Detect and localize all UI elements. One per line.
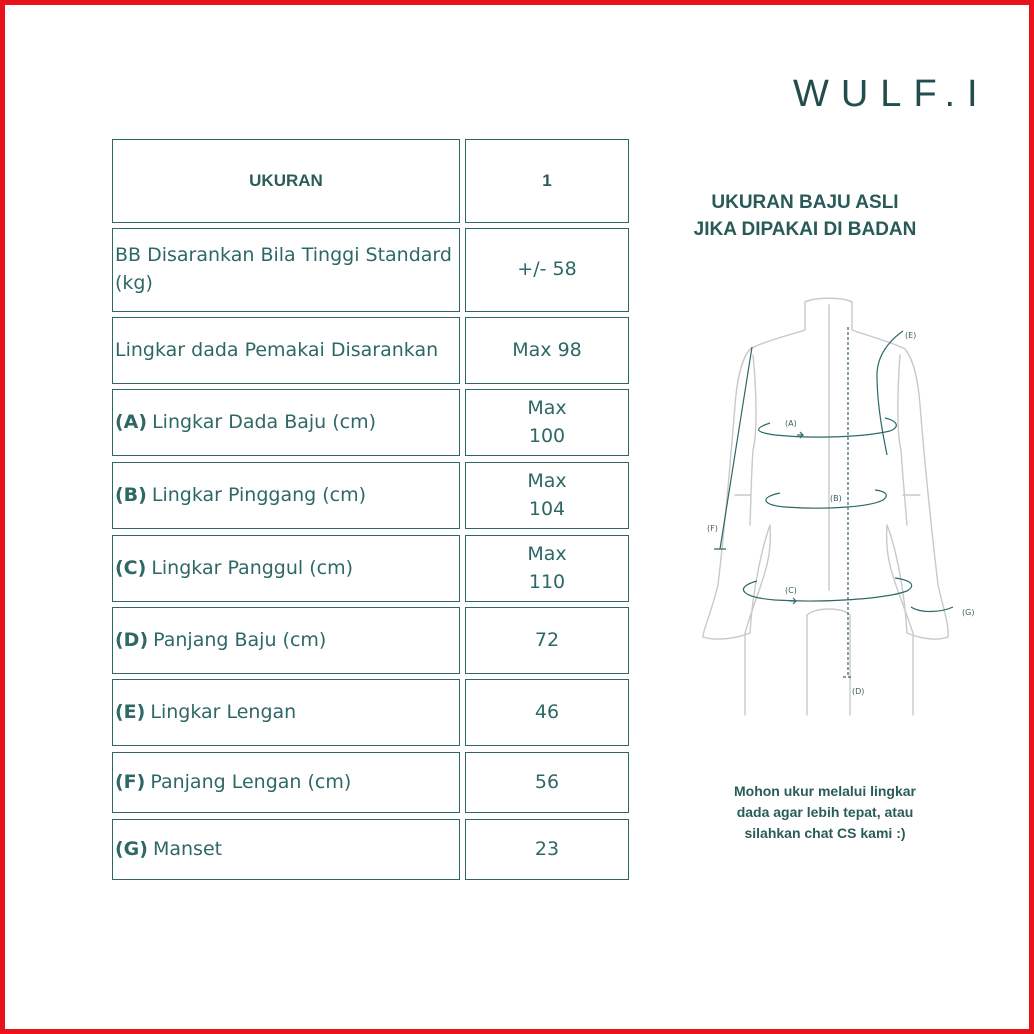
row-label: Lingkar Dada Baju (cm) xyxy=(152,410,377,433)
row-label-cell xyxy=(112,317,460,384)
row-value-cell xyxy=(465,535,629,602)
label-f: (F) xyxy=(707,524,718,533)
row-label: Lingkar Lengan xyxy=(150,700,297,723)
chest-measure-line xyxy=(759,418,897,437)
row-value: 46 xyxy=(534,700,560,723)
body-outline xyxy=(703,298,948,715)
row-value-cell xyxy=(465,679,629,746)
length-measure-line xyxy=(843,327,853,677)
row-label: Panjang Lengan (cm) xyxy=(150,770,352,793)
measurement-note xyxy=(695,781,955,844)
label-d: (D) xyxy=(852,687,865,696)
label-e: (E) xyxy=(905,331,917,340)
row-label: Panjang Baju (cm) xyxy=(153,628,327,651)
header-size: 1 xyxy=(542,170,552,190)
row-label: Lingkar Panggul (cm) xyxy=(151,556,353,579)
brand-logo: WULF.I xyxy=(793,73,990,115)
row-label-cell xyxy=(112,679,460,746)
row-value: 56 xyxy=(534,770,560,793)
row-value: Max 110 xyxy=(527,542,567,593)
header-size-cell xyxy=(465,139,629,223)
row-label-cell xyxy=(112,462,460,529)
row-value-cell xyxy=(465,819,629,880)
row-value: 72 xyxy=(534,628,560,651)
row-code: (C) xyxy=(115,556,147,579)
body-measurement-illustration xyxy=(695,285,985,725)
row-value-cell xyxy=(465,317,629,384)
row-label: Manset xyxy=(152,837,223,860)
header-label-cell xyxy=(112,139,460,223)
row-label: Lingkar Pinggang (cm) xyxy=(151,483,367,506)
figure-title-line1: UKURAN BAJU ASLI xyxy=(711,192,899,213)
row-label-cell xyxy=(112,535,460,602)
cuff-measure-line xyxy=(911,607,953,612)
label-c: (C) xyxy=(785,586,797,595)
sleeve-length-measure-line xyxy=(714,347,752,549)
row-value-cell xyxy=(465,752,629,813)
row-value-cell xyxy=(465,228,629,312)
row-value: +/- 58 xyxy=(517,258,577,281)
row-value-cell xyxy=(465,462,629,529)
row-code: (F) xyxy=(115,770,146,793)
figure-title-line2: JIKA DIPAKAI DI BADAN xyxy=(693,219,917,240)
waist-measure-line xyxy=(766,490,886,508)
row-value: Max 98 xyxy=(512,338,582,361)
header-label: UKURAN xyxy=(249,170,323,190)
row-value-cell xyxy=(465,607,629,674)
hips-measure-line xyxy=(743,578,911,601)
row-code: (A) xyxy=(115,410,148,433)
row-value: 23 xyxy=(534,837,560,860)
row-label-cell xyxy=(112,228,460,312)
row-label-cell xyxy=(112,607,460,674)
row-label-cell xyxy=(112,819,460,880)
row-code: (D) xyxy=(115,628,149,651)
note-line1: Mohon ukur melalui lingkar xyxy=(733,783,917,799)
note-line2: dada agar lebih tepat, atau xyxy=(736,804,914,820)
row-label: Lingkar dada Pemakai Disarankan xyxy=(115,338,439,361)
label-g: (G) xyxy=(962,608,975,617)
figure-title xyxy=(655,189,955,243)
row-code: (B) xyxy=(115,483,147,506)
row-label-cell xyxy=(112,389,460,456)
row-value-cell xyxy=(465,389,629,456)
label-b: (B) xyxy=(830,494,842,503)
row-value: Max 104 xyxy=(527,469,567,520)
row-value: Max 100 xyxy=(527,396,567,447)
note-line3: silahkan chat CS kami :) xyxy=(744,825,906,841)
row-label: BB Disarankan Bila Tinggi Standard (kg) xyxy=(115,244,452,294)
row-code: (G) xyxy=(115,837,148,860)
label-a: (A) xyxy=(785,419,797,428)
row-label-cell xyxy=(112,752,460,813)
row-code: (E) xyxy=(115,700,146,723)
